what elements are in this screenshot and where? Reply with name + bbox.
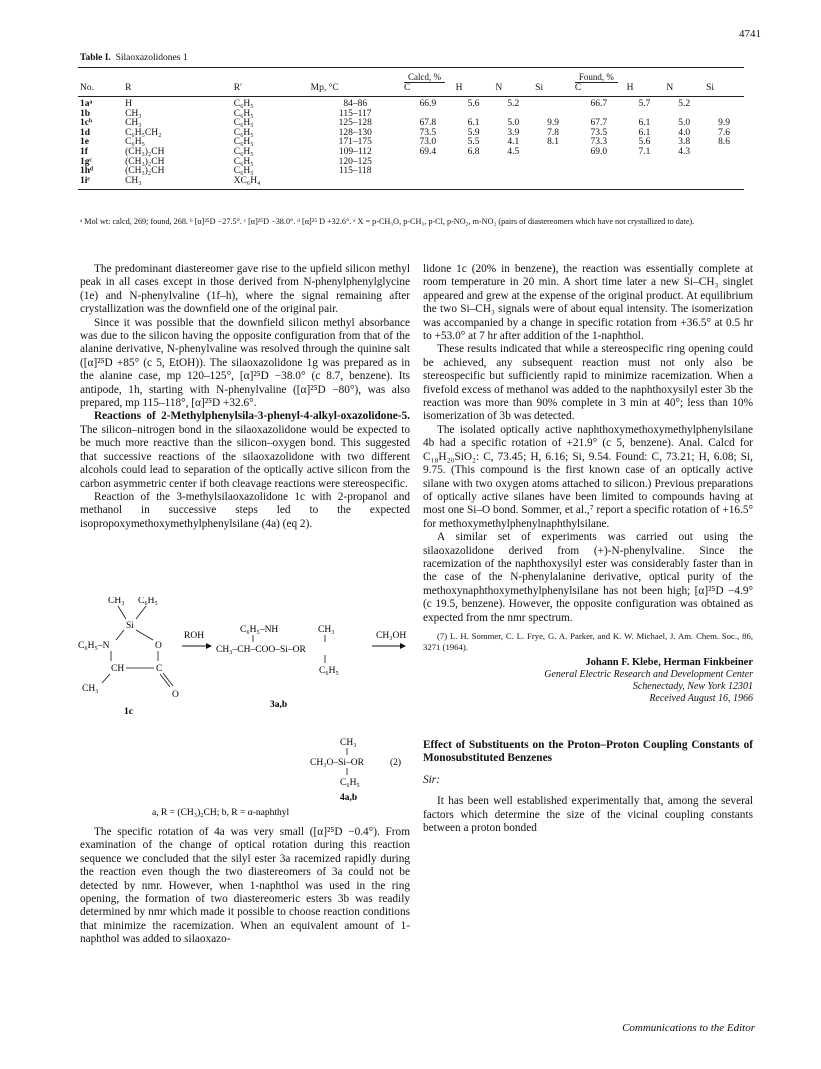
table-cell	[309, 177, 402, 190]
table-cell: C₆H₅	[233, 99, 254, 109]
table-cell: 4.5	[507, 146, 520, 157]
table-cell: 109–112	[338, 146, 372, 157]
table-row	[78, 177, 744, 190]
table-caption: Silaoxazolidones 1	[115, 53, 188, 63]
compound-label-1c: 1c	[124, 707, 133, 717]
found-group-header: Found, %	[575, 72, 618, 83]
table-cell	[454, 158, 494, 168]
column-header: C	[402, 83, 454, 97]
table-cell: 9.9	[547, 118, 559, 129]
table-cell: XC₆H₄	[232, 177, 309, 190]
scheme-label: CH₃	[108, 597, 125, 606]
table-cell: 6.1	[467, 118, 480, 129]
table-cell	[402, 167, 454, 177]
authors: Johann F. Klebe, Herman Finkbeiner	[585, 656, 753, 668]
table-cell: (CH₃)₂CH	[125, 166, 165, 177]
table-cell: 66.9	[419, 99, 437, 109]
table-cell	[573, 167, 625, 177]
table-cell	[402, 177, 454, 190]
table-cell: 3.9	[507, 127, 520, 138]
table-cell: 69.4	[419, 146, 437, 157]
article-title: Effect of Substituents on the Proton–Proton Coupling Constants of Monosubstituted Benzenes	[423, 738, 753, 765]
table-cell: CH₃	[125, 118, 142, 129]
table-cell: 5.6	[467, 99, 480, 109]
table-cell	[664, 167, 704, 177]
table-cell	[533, 158, 573, 168]
table-cell: 73.5	[590, 127, 608, 138]
affiliation-block	[423, 657, 753, 705]
table-cell: 73.0	[419, 137, 437, 148]
right-column	[423, 263, 753, 836]
column-header: Si	[704, 83, 744, 97]
table-cell: 1hᵈ	[80, 166, 94, 177]
table-cell: 8.1	[547, 137, 559, 148]
scheme-label: Si	[126, 621, 134, 631]
salutation: Sir:	[423, 773, 440, 786]
paragraph: Reaction of the 3-methylsilaoxazolidone 1c with 2-propanol and methanol in successive steps led to the expected isopropoxymethoxymethylphenylsilane (4a) (eq 2).	[80, 490, 410, 530]
table-cell: 5.6	[638, 137, 651, 148]
scheme-label: CH₃–CH–COO–Si–OR	[216, 645, 306, 655]
scheme-label: C₆H₅	[340, 778, 360, 788]
table-cell: 5.2	[507, 99, 520, 109]
table-cell: 1iᵉ	[78, 177, 123, 190]
scheme-label: CH₃O–Si–OR	[310, 758, 364, 768]
table-cell: C₆H₅	[233, 166, 254, 177]
institution: General Electric Research and Development Center	[544, 668, 753, 680]
table-cell: 66.7	[590, 99, 608, 109]
table-cell: 84–86	[343, 99, 368, 109]
table-cell	[402, 158, 454, 168]
scheme-label: CH₃	[318, 625, 335, 635]
scheme-label: O	[172, 690, 179, 700]
scheme-label: CH	[111, 664, 125, 674]
scheme-label: C₆H₅–NH	[240, 625, 279, 635]
table-cell: 1e	[80, 137, 89, 148]
table-cell: 115–118	[339, 166, 372, 177]
table-cell: 5.0	[507, 118, 520, 129]
table-footnote: ᵃ Mol wt: calcd, 269; found, 268. ᵇ [α]²⁵D −27.5°. ᶜ [α]²⁵D −38.0°. ᵈ [α]²⁵ D +32.6°. ᵉ X = p-CH₃O, p-CH₃, p-Cl, p-NO₂, m-NO₂ (pairs of diastereomers which have not crystallized to date).	[80, 217, 695, 226]
scheme-label: CH₃	[340, 738, 357, 748]
table-cell: 1aᵃ	[80, 99, 93, 109]
table-cell: 7.8	[547, 127, 559, 138]
compound-label-3ab: 3a,b	[270, 700, 288, 710]
table-cell: C₆H₅	[233, 156, 254, 167]
table-cell: C₆H₅	[233, 137, 254, 148]
table-cell: C₆H₅CH₂	[125, 127, 162, 138]
table-cell: 73.5	[419, 127, 437, 138]
table-cell	[573, 158, 625, 168]
table-cell	[493, 177, 533, 190]
table-label: Table I.	[80, 53, 111, 63]
table-cell: 125–128	[338, 118, 372, 129]
scheme-label: C	[156, 664, 163, 674]
table-cell	[533, 148, 573, 158]
paragraph: It has been well established experimentally that, among the several factors which determine the size of the vicinal coupling constants between a proton bonded	[423, 795, 753, 835]
table-cell: 9.9	[718, 118, 730, 129]
table-cell	[664, 177, 704, 190]
scheme-label: ROH	[184, 631, 205, 641]
column-header: R	[123, 83, 232, 97]
r-definitions: a, R = (CH₃)₂CH; b, R = α-naphthyl	[152, 808, 290, 818]
column-header: R′	[232, 83, 309, 97]
table-cell: 120–125	[338, 156, 372, 167]
table-cell: 67.7	[590, 118, 608, 129]
table-cell: C₆H₅	[233, 108, 254, 119]
table-cell: 6.1	[638, 127, 651, 138]
table-cell: CH₃	[125, 108, 142, 119]
table-cell	[704, 167, 744, 177]
table-cell: 5.0	[678, 118, 691, 129]
table-cell	[704, 97, 744, 110]
paragraph: The specific rotation of 4a was very small ([α]²⁵D −0.4°). From examination of the change of optical rotation during this reaction sequence we concluded that the silyl ester 3a racemized rapidly during the reaction even though the two diastereomers of 3a could not be detected by nmr. However, when 1-naphthol was used in the ring opening, the formation of two diastereomeric esters 3b was readily determined by nmr which made it possible to choose reaction conditions that minimize the racemization. When an equivalent amount of 1-naphthol was added to silaoxazo-	[80, 826, 410, 946]
scheme-label: CH₃OH	[376, 631, 407, 641]
table-cell	[493, 158, 533, 168]
equation-number: (2)	[390, 758, 402, 768]
table-row	[78, 97, 744, 110]
scheme-label: O	[155, 641, 162, 651]
section-heading: Reactions of 2-Methylphenylsila-3-phenyl-4-alkyl-oxazolidone-5.	[94, 410, 410, 423]
left-column	[80, 263, 410, 531]
table-cell: H	[125, 99, 132, 109]
paragraph: The isolated optically active naphthoxymethoxymethylphenylsilane 4b had a specific rotation of +21.9° (c 5, benzene). Anal. Calcd for C₁₈H₂₀SiO₂: C, 73.45; H, 6.16; Si, 9.54. Found: C, 73.21; H, 6.08; Si, 9.75. (This compound is the first known case of an optically active silane with two oxygen atoms attached to silicon.) Previous preparations of optically active silanes have been limited to compounds having at most one Si–O bond. Sommer, et al.,⁷ report a specific rotation of +16.5° for methoxymethylphenylnaphthylsilane.	[423, 423, 753, 530]
table-cell: C₆H₅	[233, 127, 254, 138]
table-cell: 1gᶜ	[80, 156, 92, 167]
table-cell	[493, 167, 533, 177]
table-cell	[625, 177, 665, 190]
table-cell	[454, 167, 494, 177]
table-title	[80, 53, 188, 63]
table-cell: C₆H₅	[233, 146, 254, 157]
table-row	[78, 158, 744, 168]
table-cell	[533, 167, 573, 177]
column-header: Si	[533, 83, 573, 97]
table-cell	[533, 97, 573, 110]
table-cell	[573, 177, 625, 190]
table-cell: 115–117	[339, 108, 372, 119]
table-cell: 6.1	[638, 118, 651, 129]
table-cell: 3.8	[678, 137, 691, 148]
scheme-label: C₆H₅–N	[78, 641, 110, 651]
table-cell	[454, 177, 494, 190]
scheme-label: C₆H₅	[138, 597, 158, 606]
table-cell: 5.2	[678, 99, 691, 109]
column-header: No.	[78, 83, 123, 97]
table-cell: (CH₃)₂CH	[125, 156, 165, 167]
table-row	[78, 148, 744, 158]
table-cell: 67.8	[419, 118, 437, 129]
scheme-label: CH₃	[82, 684, 99, 694]
table-cell: 73.3	[590, 137, 608, 148]
table-cell	[625, 158, 665, 168]
received-date: Received August 16, 1966	[649, 692, 753, 704]
scheme-label: C₆H₅	[319, 666, 339, 676]
compound-label-4ab: 4a,b	[340, 793, 358, 803]
table-cell	[664, 158, 704, 168]
paragraph: The predominant diastereomer gave rise to the upfield silicon methyl peak in all cases except in those derived from N-phenylphenylglycine (1e) and N-phenylvaline (1f–h), where the signal remaining after crystallization was the downfield one of the original pair.	[80, 263, 410, 316]
table-cell: 1f	[80, 146, 88, 157]
table-cell	[704, 177, 744, 190]
page-number: 4741	[739, 28, 761, 40]
data-table	[78, 67, 744, 190]
column-header: C	[573, 83, 625, 97]
location: Schenectady, New York 12301	[632, 680, 753, 692]
column-header: Mp, °C	[309, 83, 402, 97]
left-column-continued	[80, 826, 410, 947]
table-cell: CH₃	[123, 177, 232, 190]
paragraph: These results indicated that while a stereospecific ring opening could be achieved, any subsequent reaction must not only also be stereospecific but sufficiently rapid to minimize racemization. When a fivefold excess of methanol was added to the naphthoxysilyl ester 3b the reaction was more than 90% complete in 3 min at 40°; less than 10% isomerization of 3b was detected.	[423, 343, 753, 423]
table-cell: 7.6	[718, 127, 730, 138]
table-cell: 4.3	[678, 146, 691, 157]
table-row	[78, 167, 744, 177]
table-cell: 5.5	[467, 137, 480, 148]
table-cell	[625, 167, 665, 177]
table-cell	[533, 177, 573, 190]
paragraph: lidone 1c (20% in benzene), the reaction was essentially complete at room temperature in 20 min. A short time later a new Si–CH₃ singlet appeared and grew at the expense of the original product. At equilibrium the two Si–CH₃ signals were of about equal intensity. The isomerization was accompanied by a change in specific rotation from +36.5° at 0.5 hr to +53.0° at 7 hr after addition of the 1-naphthol.	[423, 263, 753, 343]
column-header: H	[625, 83, 665, 97]
table-cell: 4.1	[507, 137, 520, 148]
column-header: N	[664, 83, 704, 97]
table-cell: 1d	[80, 127, 91, 138]
table-cell: (CH₃)₂CH	[125, 146, 165, 157]
table-cell: C₆H₅	[125, 137, 145, 148]
column-header: H	[454, 83, 494, 97]
table-cell	[704, 158, 744, 168]
table-cell: 8.6	[718, 137, 730, 148]
table-cell: 4.0	[678, 127, 691, 138]
table-cell: 1cᵇ	[80, 118, 93, 129]
paragraph: A similar set of experiments was carried out using the silaoxazolidone derived from (+)-N-phenylvaline. Since the racemization of the naphthoxysilyl ester was considerably faster than in the case of the N-phenylalanine derivative, optical purity of the methoxynaphthoxymethylphenylsilane has not been high; [α]²⁵D −4.9° (c 19.5, benzene). However, the opposite configuration was obtained as expected from the nmr spectrum.	[423, 531, 753, 624]
table-cell: 1b	[80, 108, 91, 119]
paragraph: Since it was possible that the downfield silicon methyl absorbance was due to the silicon having the opposite configuration from that of the alanine derivative, N-phenylvaline was resolved through the quinine salt ([α]²⁵D +85° (c 5, EtOH)). The silaoxazolidone 1g was prepared as in the alanine case, mp 120–125°, [α]²⁵D −38.0° (c 8.7, benzene). Its antipode, 1h, starting with N-phenylvaline ([α]²⁵D −80°), was also prepared, mp 115–118°, [α]²⁵D +32.6°.	[80, 316, 410, 410]
table-cell: 171–175	[338, 137, 372, 148]
table-cell: 5.9	[467, 127, 480, 138]
table-cell: 6.8	[467, 146, 480, 157]
table-cell: 5.7	[638, 99, 651, 109]
table-cell: 128–130	[338, 127, 372, 138]
calcd-group-header: Calcd, %	[404, 72, 445, 83]
running-footer: Communications to the Editor	[622, 1022, 755, 1034]
paragraph: Reactions of 2-Methylphenylsila-3-phenyl-4-alkyl-oxazolidone-5. The silicon–nitrogen bond in the silaoxazolidone would be expected to be much more reactive than the silicon–oxygen bond. This suggested that successive reactions of the silaoxazolidone with two different alcohols could lead to separation of the optically active silicon from the carbon asymmetric center if both cleavage reactions were stereospecific.	[80, 410, 410, 490]
table-cell: 69.0	[590, 146, 608, 157]
table-cell	[704, 148, 744, 158]
column-header: N	[493, 83, 533, 97]
table-cell: 7.1	[638, 146, 651, 157]
table-cell: C₆H₅	[233, 118, 254, 129]
reference: (7) L. H. Sommer, C. L. Frye, G. A. Parker, and K. W. Michael, J. Am. Chem. Soc., 86, 3271 (1964).	[423, 630, 753, 652]
